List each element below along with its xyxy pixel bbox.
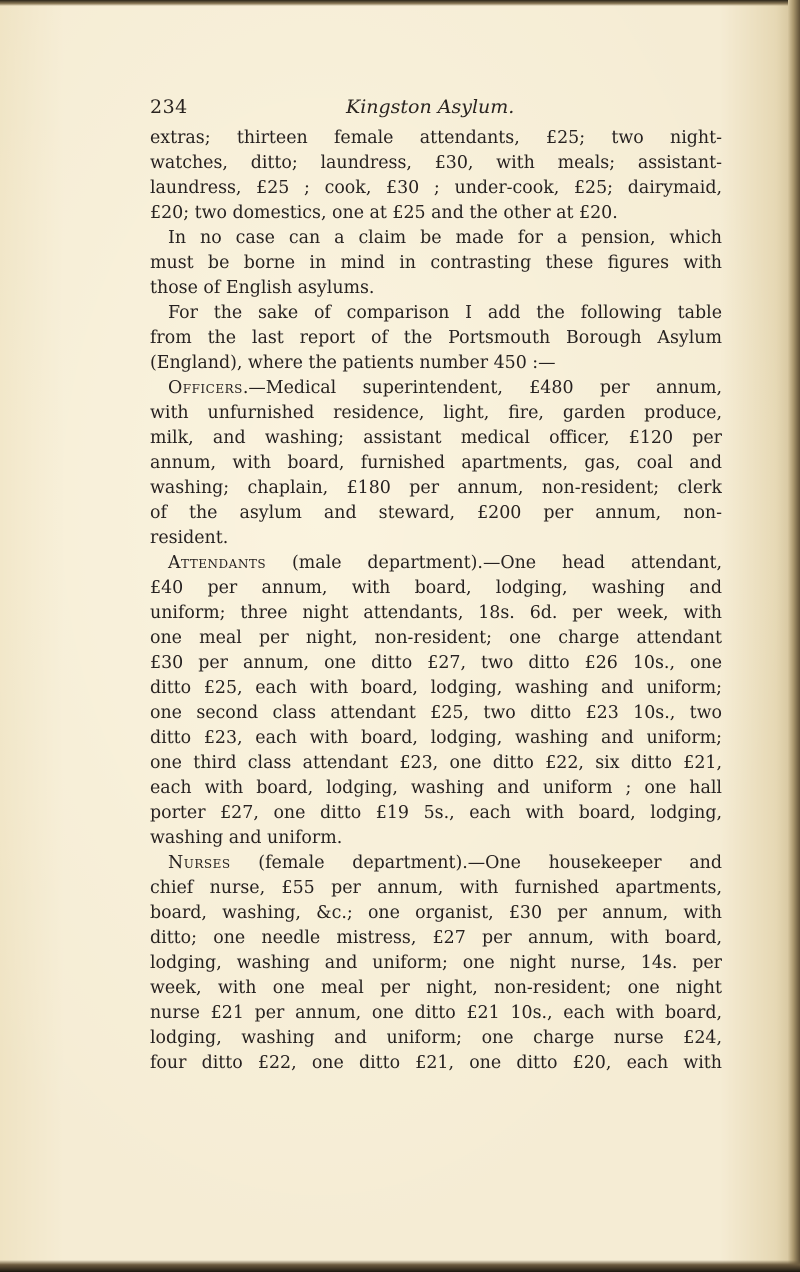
text-line: annum, with board, furnished apartments, gas, coal and: [150, 453, 722, 473]
body-text: [150, 126, 722, 1076]
text-line: chief nurse, £55 per annum, with furnished apartments,: [150, 878, 722, 898]
text-line: one second class attendant £25, two ditto £23 10s., two: [150, 703, 722, 723]
text-line: laundress, £25 ; cook, £30 ; under-cook, £25; dairymaid,: [150, 178, 722, 198]
text-line: with unfurnished residence, light, fire, garden produce,: [150, 403, 722, 423]
text-line: those of English asylums.: [150, 278, 375, 298]
text-line: £40 per annum, with board, lodging, washing and: [150, 578, 722, 598]
text-line: ditto £23, each with board, lodging, washing and uniform;: [150, 728, 722, 748]
text-line: £20; two domestics, one at £25 and the other at £20.: [150, 203, 618, 223]
text-line: from the last report of the Portsmouth Borough Asylum: [150, 328, 722, 348]
text-line: one meal per night, non-resident; one charge attendant: [150, 628, 722, 648]
text-line: ditto; one needle mistress, £27 per annum, with board,: [150, 928, 722, 948]
page-top-edge-shadow: [0, 0, 800, 6]
text-line: board, washing, &c.; one organist, £30 per annum, with: [150, 903, 722, 923]
text-line: must be borne in mind in contrasting these figures with: [150, 253, 722, 273]
text-line: nurse £21 per annum, one ditto £21 10s., each with board,: [150, 1003, 722, 1023]
section-lead-officers: Officers: [168, 378, 243, 398]
paragraph-start-line: In no case can a claim be made for a pension, which: [168, 228, 722, 248]
text-line: washing; chaplain, £180 per annum, non-resident; clerk: [150, 478, 722, 498]
text-line: washing and uniform.: [150, 828, 343, 848]
section-heading-line-attendants: Attendants (male department).—One head attendant,: [168, 553, 722, 573]
text-line: lodging, washing and uniform; one night nurse, 14s. per: [150, 953, 722, 973]
paragraph-start-line: For the sake of comparison I add the following table: [168, 303, 722, 323]
text-line: each with board, lodging, washing and uniform ; one hall: [150, 778, 722, 798]
text-line: uniform; three night attendants, 18s. 6d. per week, with: [150, 603, 722, 623]
text-line: resident.: [150, 528, 229, 548]
text-line: milk, and washing; assistant medical officer, £120 per: [150, 428, 722, 448]
section-heading-line-nurses: Nurses (female department).—One housekeeper and: [168, 853, 722, 873]
text-line: £30 per annum, one ditto £27, two ditto £26 10s., one: [150, 653, 722, 673]
running-head: [150, 96, 710, 126]
text-line: porter £27, one ditto £19 5s., each with board, lodging,: [150, 803, 722, 823]
text-line: of the asylum and steward, £200 per annum, non-: [150, 503, 722, 523]
text-line: ditto £25, each with board, lodging, washing and uniform;: [150, 678, 722, 698]
text-line: watches, ditto; laundress, £30, with meals; assistant-: [150, 153, 722, 173]
text-line: one third class attendant £23, one ditto £22, six ditto £21,: [150, 753, 722, 773]
running-title: Kingston Asylum.: [346, 96, 515, 118]
page-right-edge-shadow: [788, 0, 800, 1272]
text-line: lodging, washing and uniform; one charge nurse £24,: [150, 1028, 722, 1048]
page-bottom-edge-shadow: [0, 1260, 800, 1272]
text-line: (England), where the patients number 450 :—: [150, 353, 556, 373]
section-lead-nurses: Nurses: [168, 853, 231, 873]
text-line: four ditto £22, one ditto £21, one ditto £20, each with: [150, 1053, 722, 1073]
section-heading-line-officers: Officers.—Medical superintendent, £480 per annum,: [168, 378, 722, 398]
text-line: week, with one meal per night, non-resident; one night: [150, 978, 722, 998]
page-number: 234: [150, 96, 188, 118]
text-line: extras; thirteen female attendants, £25; two night-: [150, 128, 722, 148]
section-lead-attendants: Attendants: [168, 553, 267, 573]
